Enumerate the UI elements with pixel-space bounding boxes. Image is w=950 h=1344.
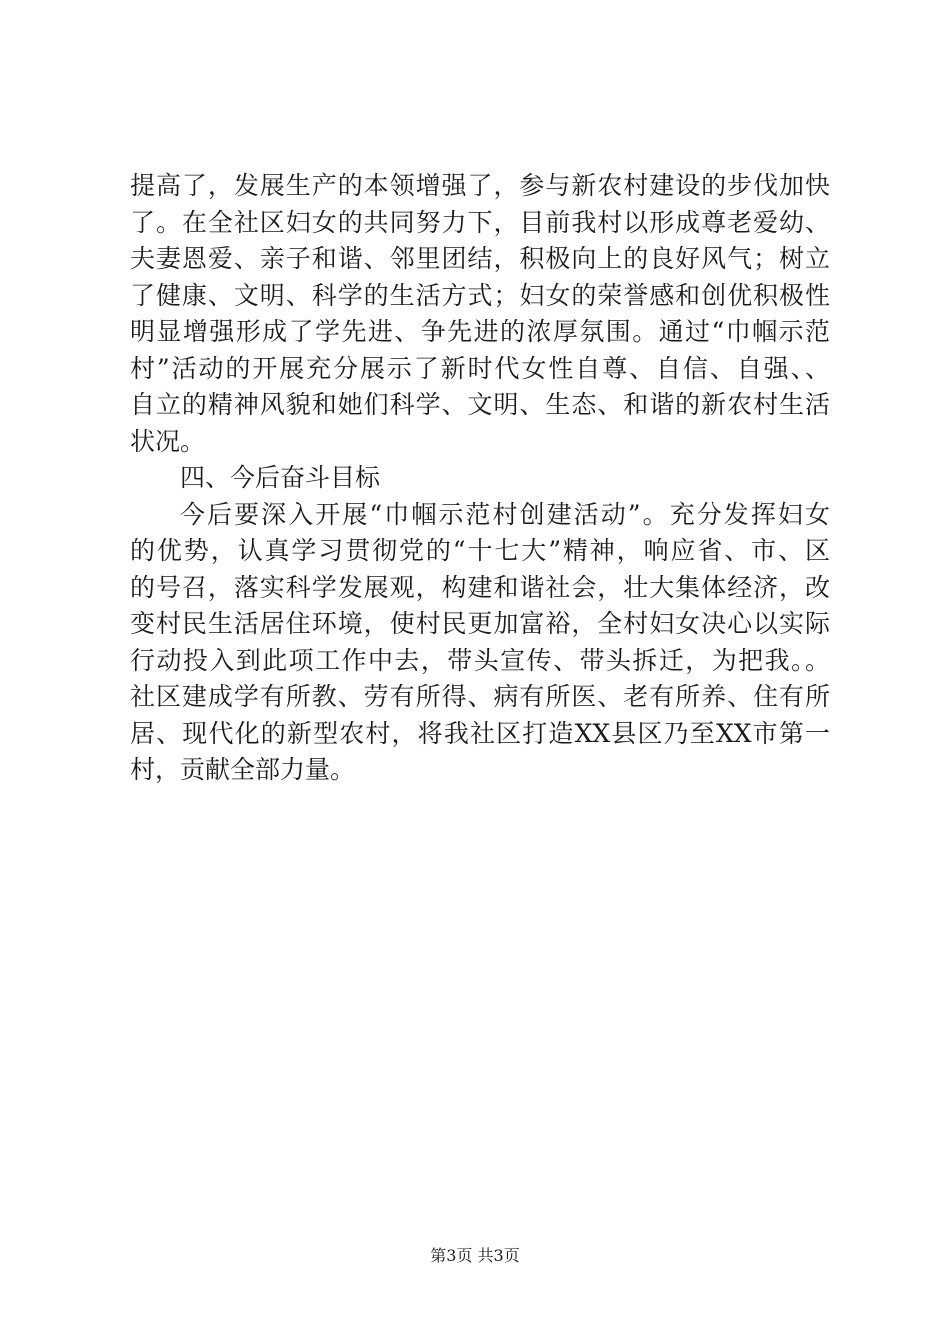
text-line: 行动投入到此项工作中去，带头宣传、带头拆迁，为把我。。 — [130, 645, 830, 675]
text-line: 村，贡献全部力量。 — [130, 755, 356, 784]
text-line: 变村民生活居住环境，使村民更加富裕，全村妇女决心以实际 — [130, 609, 830, 638]
text-line: 居、现代化的新型农村，将我社区打造XX县区乃至XX市第一 — [130, 718, 830, 748]
text-line: 提高了，发展生产的本领增强了，参与新农村建设的步伐加快 — [130, 171, 830, 200]
body-text — [130, 168, 830, 789]
text-line: 状况。 — [130, 426, 206, 456]
text-line: 明显增强形成了学先进、争先进的浓厚氛围。通过“巾帼示范 — [130, 317, 830, 346]
text-line: 自立的精神风貌和她们科学、文明、生态、和谐的新农村生活 — [130, 390, 830, 419]
text-line: 了。在全社区妇女的共同努力下，目前我村以形成尊老爱幼、 — [130, 207, 830, 237]
text-line: 今后要深入开展“巾帼示范村创建活动”。充分发挥妇女 — [180, 499, 830, 529]
page-number-footer: 第3页 共3页 — [430, 1246, 520, 1265]
text-line: 的号召，落实科学发展观，构建和谐社会，壮大集体经济，改 — [130, 572, 830, 602]
text-line: 村”活动的开展充分展示了新时代女性自尊、自信、自强、、 — [130, 353, 830, 383]
paragraph-goals — [130, 497, 830, 789]
text-line: 夫妻恩爱、亲子和谐、邻里团结，积极向上的良好风气；树立 — [130, 244, 830, 273]
paragraph-achievements — [130, 168, 830, 460]
section-heading: 四、今后奋斗目标 — [180, 463, 381, 492]
text-line: 社区建成学有所教、劳有所得、病有所医、老有所养、住有所 — [130, 682, 830, 711]
text-line: 了健康、文明、科学的生活方式；妇女的荣誉感和创优积极性 — [130, 280, 830, 310]
text-line: 的优势，认真学习贯彻党的“十七大”精神，响应省、市、区 — [130, 536, 830, 565]
